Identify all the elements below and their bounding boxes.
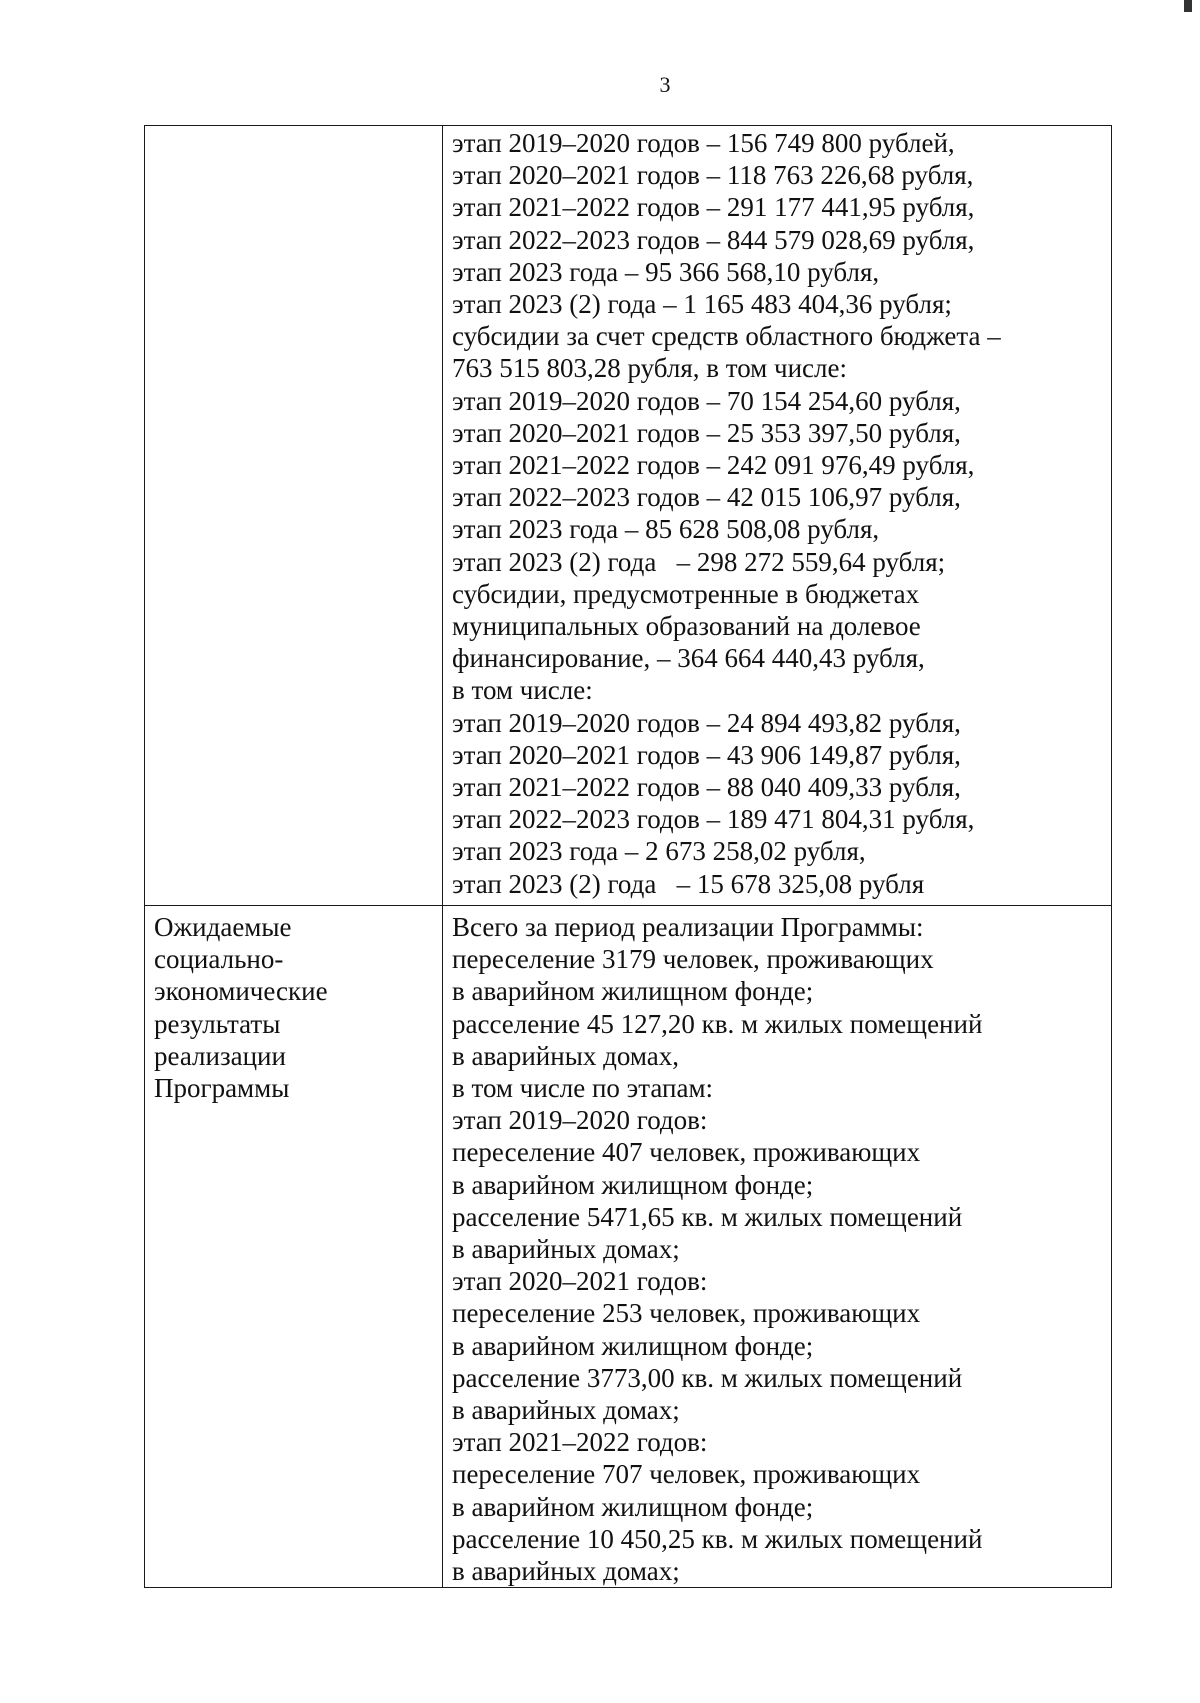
text-line: Программы bbox=[154, 1073, 290, 1104]
text-line: этап 2022–2023 годов – 844 579 028,69 рубля, bbox=[452, 224, 975, 255]
text-line: этап 2019–2020 годов – 156 749 800 рублей, bbox=[452, 128, 955, 158]
text-line: муниципальных образований на долевое bbox=[452, 611, 921, 642]
text-line: финансирование, – 364 664 440,43 рубля, bbox=[452, 643, 925, 674]
text-line: субсидии за счет средств областного бюджета – bbox=[452, 321, 1001, 352]
text-line: экономические bbox=[154, 976, 328, 1007]
text-line: реализации bbox=[154, 1040, 286, 1071]
text-line: в аварийном жилищном фонде; bbox=[452, 1169, 814, 1200]
funding-breakdown-text bbox=[443, 126, 1111, 900]
text-line: этап 2021–2022 годов: bbox=[452, 1427, 708, 1458]
text-line: результаты bbox=[154, 1008, 281, 1039]
text-line: расселение 5471,65 кв. м жилых помещений bbox=[452, 1201, 963, 1232]
text-line: в аварийных домах; bbox=[452, 1395, 680, 1426]
text-line: в аварийных домах; bbox=[452, 1556, 680, 1587]
text-line: в аварийных домах; bbox=[452, 1234, 680, 1265]
expected-results-label bbox=[145, 906, 442, 1104]
label-text bbox=[145, 126, 442, 127]
text-line: переселение 253 человек, проживающих bbox=[452, 1298, 921, 1329]
text-line: этап 2020–2021 годов: bbox=[452, 1266, 708, 1297]
text-line: переселение 3179 человек, проживающих bbox=[452, 944, 934, 975]
content-cell-funding bbox=[443, 126, 1112, 906]
text-line: этап 2021–2022 годов – 291 177 441,95 рубля, bbox=[452, 192, 975, 223]
text-line: этап 2019–2020 годов – 24 894 493,82 рубля, bbox=[452, 707, 961, 738]
text-line: этап 2023 года – 95 366 568,10 рубля, bbox=[452, 256, 880, 287]
text-line: этап 2020–2021 годов – 25 353 397,50 рубля, bbox=[452, 417, 961, 448]
text-line: в аварийном жилищном фонде; bbox=[452, 1491, 814, 1522]
table-row-funding bbox=[145, 126, 1112, 906]
text-line: субсидии, предусмотренные в бюджетах bbox=[452, 578, 920, 609]
table-row-expected-results bbox=[145, 906, 1112, 1588]
text-line: этап 2021–2022 годов – 88 040 409,33 рубля, bbox=[452, 772, 961, 803]
text-line: этап 2022–2023 годов – 42 015 106,97 рубля, bbox=[452, 482, 961, 513]
expected-results-text bbox=[443, 906, 1111, 1587]
text-line: социально- bbox=[154, 944, 284, 975]
text-line: этап 2023 года – 85 628 508,08 рубля, bbox=[452, 514, 880, 545]
text-line: этап 2021–2022 годов – 242 091 976,49 рубля, bbox=[452, 450, 975, 481]
text-line: расселение 45 127,20 кв. м жилых помещений bbox=[452, 1008, 983, 1039]
label-cell-expected-results bbox=[145, 906, 443, 1588]
text-line: расселение 10 450,25 кв. м жилых помещений bbox=[452, 1523, 983, 1554]
text-line: этап 2023 (2) года – 15 678 325,08 рубля bbox=[452, 868, 925, 899]
text-line: этап 2022–2023 годов – 189 471 804,31 рубля, bbox=[452, 804, 975, 835]
label-cell-funding bbox=[145, 126, 443, 906]
text-line: этап 2020–2021 годов – 43 906 149,87 рубля, bbox=[452, 739, 961, 770]
text-line: Ожидаемые bbox=[154, 912, 292, 942]
text-line: этап 2023 (2) года – 1 165 483 404,36 рубля; bbox=[452, 289, 952, 320]
text-line: расселение 3773,00 кв. м жилых помещений bbox=[452, 1362, 963, 1393]
text-line: этап 2023 (2) года – 298 272 559,64 рубля; bbox=[452, 546, 946, 577]
content-cell-expected-results bbox=[443, 906, 1112, 1588]
text-line: Всего за период реализации Программы: bbox=[452, 912, 924, 942]
program-passport-table bbox=[144, 125, 1112, 1588]
text-line: этап 2019–2020 годов: bbox=[452, 1105, 708, 1136]
text-line: в том числе: bbox=[452, 675, 593, 706]
text-line: этап 2020–2021 годов – 118 763 226,68 рубля, bbox=[452, 160, 974, 191]
text-line: в аварийном жилищном фонде; bbox=[452, 1330, 814, 1361]
text-line: переселение 407 человек, проживающих bbox=[452, 1137, 921, 1168]
text-line: в аварийных домах, bbox=[452, 1040, 679, 1071]
text-line: этап 2019–2020 годов – 70 154 254,60 рубля, bbox=[452, 385, 961, 416]
text-line: в том числе по этапам: bbox=[452, 1073, 714, 1104]
scan-mark bbox=[1184, 0, 1192, 12]
text-line: этап 2023 года – 2 673 258,02 рубля, bbox=[452, 836, 866, 867]
page-number: 3 bbox=[659, 72, 671, 97]
text-line: в аварийном жилищном фонде; bbox=[452, 976, 814, 1007]
text-line: 763 515 803,28 рубля, в том числе: bbox=[452, 353, 847, 384]
text-line: переселение 707 человек, проживающих bbox=[452, 1459, 921, 1490]
